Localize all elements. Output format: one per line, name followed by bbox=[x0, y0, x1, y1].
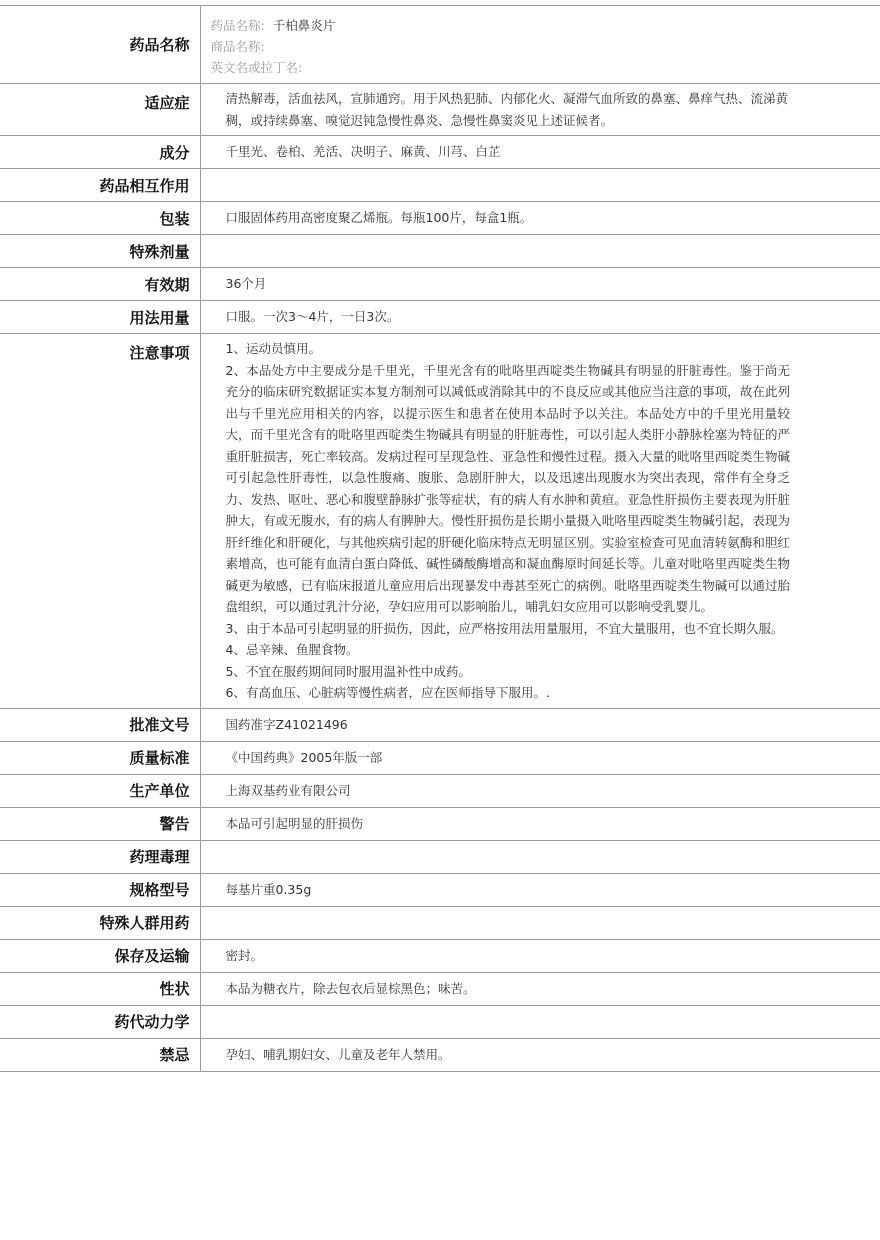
ingredients-value: 千里光、卷柏、羌活、决明子、麻黄、川芎、白芷 bbox=[225, 144, 501, 160]
manufacturer-value: 上海双基药业有限公司 bbox=[225, 782, 351, 798]
pharmacokinetics-label: 药代动力学 bbox=[0, 1005, 200, 1038]
warning-label: 警告 bbox=[0, 807, 200, 840]
standard-label: 质量标准 bbox=[0, 741, 200, 774]
precaution-item: 3、由于本品可引起明显的肝损伤，因此，应严格按用法用量服用，不宜大量服用，也不宜长期久服。 bbox=[225, 620, 784, 636]
row-pharmacokinetics bbox=[0, 1005, 880, 1038]
approval-value: 国药准字Z41021496 bbox=[225, 716, 348, 732]
precaution-item: 6、有高血压、心脏病等慢性病者，应在医师指导下服用。. bbox=[225, 685, 550, 700]
row-specification bbox=[0, 873, 880, 906]
toxicology-value bbox=[200, 840, 880, 873]
row-standard bbox=[0, 741, 880, 774]
row-indications bbox=[0, 84, 880, 136]
toxicology-label: 药理毒理 bbox=[0, 840, 200, 873]
row-warning bbox=[0, 807, 880, 840]
specification-label: 规格型号 bbox=[0, 873, 200, 906]
row-drug-name bbox=[0, 6, 880, 84]
drug-info-table bbox=[0, 5, 880, 1072]
precaution-item: 4、忌辛辣、鱼腥食物。 bbox=[225, 642, 359, 657]
character-label: 性状 bbox=[0, 972, 200, 1005]
package-label: 包装 bbox=[0, 202, 200, 235]
trade-name-line bbox=[211, 36, 791, 57]
contraindications-value: 孕妇、哺乳期妇女、儿童及老年人禁用。 bbox=[225, 1046, 451, 1062]
english-name-line bbox=[211, 57, 791, 78]
character-value: 本品为糖衣片，除去包衣后显棕黑色；味苦。 bbox=[225, 980, 476, 996]
precaution-item: 2、本品处方中主要成分是千里光，千里光含有的吡咯里西啶类生物碱具有明显的肝脏毒性。鉴于尚无充分的临床研究数据证实本复方制剂可以减低或消除其中的不良反应或其他应当注意的事项，故在此列出与千里光应用相关的内容，以提示医生和患者在使用本品时予以关注。本品处方中的千里光用量较大，而千里光含有的吡咯里西啶类生物碱具有明显的肝脏毒性，可以引起人类肝小静脉栓塞为特征的严重肝脏损害，死亡率较高。发病过程可呈现急性、亚急性和慢性过程。摄入大量的吡咯里西啶类生物碱可引起急性肝毒性，以急性腹痛、腹胀、急剧肝肿大，以及迅速出现腹水为突出表现，常伴有全身乏力、发热、呕吐、恶心和腹壁静脉扩张等症状，有的病人有水肿和黄疸。亚急性肝损伤主要表现为肝脏肿大，有或无腹水，有的病人有脾肿大。慢性肝损伤是长期小量摄入吡咯里西啶类生物碱引起，表现为肝纤维化和肝硬化，与其他疾病引起的肝硬化临床特点无明显区别。实验室检查可见血清转氨酶和胆红素增高，也可能有血清白蛋白降低、碱性磷酸酶增高和凝血酶原时间延长等。儿童对吡咯里西啶类生物碱更为敏感，已有临床报道儿童应用后出现暴发中毒甚至死亡的病例。吡咯里西啶类生物碱可以通过胎盘组织，可以通过乳汁分泌，孕妇应用可以影响胎儿，哺乳妇女应用可以影响受乳婴儿。 bbox=[225, 362, 790, 614]
generic-name-key: 药品名称: bbox=[210, 18, 265, 33]
usage-value: 口服。一次3～4片，一日3次。 bbox=[225, 309, 400, 325]
row-character bbox=[0, 972, 880, 1005]
interactions-value bbox=[200, 169, 880, 202]
row-ingredients bbox=[0, 136, 880, 169]
package-value: 口服固体药用高密度聚乙烯瓶。每瓶100片，每盒1瓶。 bbox=[225, 210, 533, 226]
standard-value: 《中国药典》2005年版一部 bbox=[225, 749, 383, 765]
approval-label: 批准文号 bbox=[0, 708, 200, 741]
validity-label: 有效期 bbox=[0, 268, 200, 301]
generic-name-value: 千柏鼻炎片 bbox=[272, 18, 336, 33]
pharmacokinetics-value bbox=[200, 1005, 880, 1038]
contraindications-label: 禁忌 bbox=[0, 1038, 200, 1071]
precaution-item: 5、不宜在服药期间同时服用温补性中成药。 bbox=[225, 663, 471, 679]
row-special-dosage bbox=[0, 235, 880, 268]
special-dosage-label: 特殊剂量 bbox=[0, 235, 200, 268]
row-toxicology bbox=[0, 840, 880, 873]
english-name-key: 英文名或拉丁名: bbox=[210, 60, 303, 75]
special-population-value bbox=[200, 906, 880, 939]
precaution-item: 1、运动员慎用。 bbox=[225, 341, 321, 356]
indications-value: 清热解毒，活血祛风，宣肺通窍。用于风热犯肺、内郁化火、凝滞气血所致的鼻塞、鼻痒气热、流涕黄稠，或持续鼻塞、嗅觉迟钝急慢性鼻炎、急慢性鼻窦炎见上述证候者。 bbox=[225, 91, 789, 128]
row-contraindications bbox=[0, 1038, 880, 1071]
generic-name-line bbox=[211, 15, 791, 36]
row-precautions bbox=[0, 334, 880, 709]
precautions-label: 注意事项 bbox=[0, 334, 200, 709]
trade-name-key: 商品名称: bbox=[210, 39, 265, 54]
special-population-label: 特殊人群用药 bbox=[0, 906, 200, 939]
row-storage bbox=[0, 939, 880, 972]
drug-name-label: 药品名称 bbox=[0, 6, 200, 84]
warning-value: 本品可引起明显的肝损伤 bbox=[225, 815, 364, 831]
usage-label: 用法用量 bbox=[0, 301, 200, 334]
storage-label: 保存及运输 bbox=[0, 939, 200, 972]
manufacturer-label: 生产单位 bbox=[0, 774, 200, 807]
interactions-label: 药品相互作用 bbox=[0, 169, 200, 202]
row-approval bbox=[0, 708, 880, 741]
storage-value: 密封。 bbox=[225, 947, 264, 963]
special-dosage-value bbox=[200, 235, 880, 268]
precautions-value bbox=[200, 334, 880, 709]
ingredients-label: 成分 bbox=[0, 136, 200, 169]
specification-value: 每基片重0.35g bbox=[225, 881, 312, 897]
indications-label: 适应症 bbox=[0, 84, 200, 136]
row-interactions bbox=[0, 169, 880, 202]
row-special-population bbox=[0, 906, 880, 939]
row-package bbox=[0, 202, 880, 235]
row-validity bbox=[0, 268, 880, 301]
row-usage bbox=[0, 301, 880, 334]
drug-name-value bbox=[200, 6, 880, 84]
row-manufacturer bbox=[0, 774, 880, 807]
validity-value: 36个月 bbox=[225, 276, 267, 292]
